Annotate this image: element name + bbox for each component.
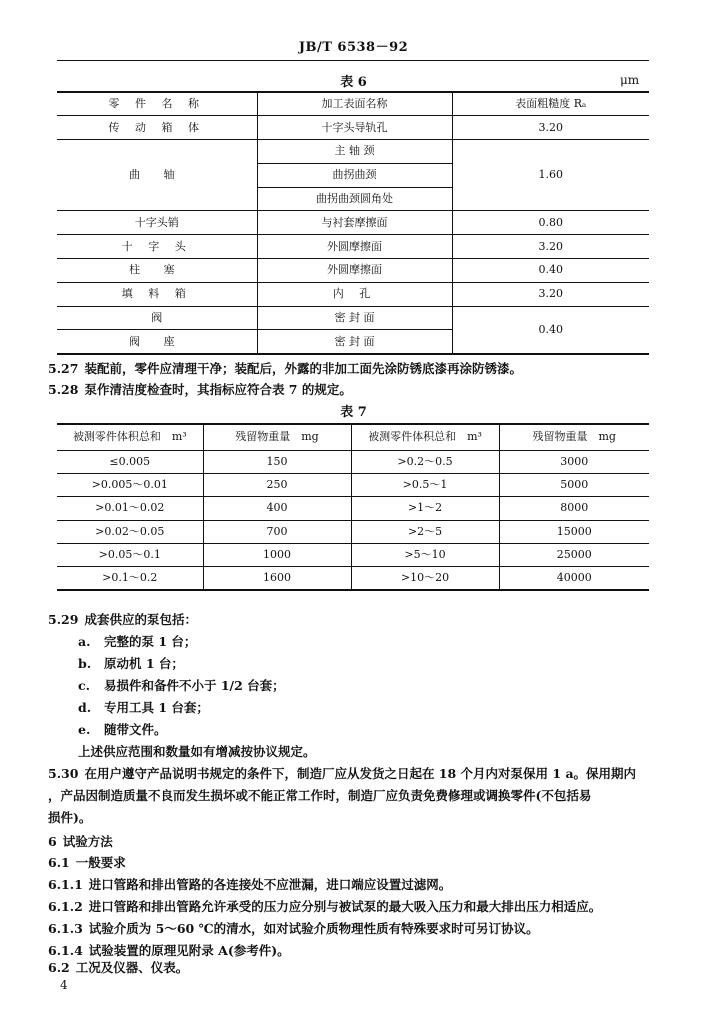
- table7-header-row: [57, 424, 649, 450]
- table6-part: 阀: [57, 306, 257, 330]
- clause-note: 上述供应范围和数量如有增减按协议规定。: [78, 744, 316, 759]
- table7-cell: >0.1～0.2: [57, 567, 203, 590]
- table6-ra: 0.40: [452, 306, 649, 354]
- clause-6-1-3: [48, 917, 652, 941]
- table7-cell: >1～2: [351, 497, 499, 520]
- list-letter: e.: [78, 722, 91, 737]
- table6-ra: 3.20: [452, 235, 649, 259]
- table7-cell: 8000: [499, 497, 649, 520]
- list-text: 易损件和备件不小于 1/2 台套；: [104, 678, 285, 693]
- clause-text: 进口管路和排出管路的各连接处不应泄漏，进口端应设置过滤网。: [88, 877, 452, 892]
- clause-number: 5.30: [48, 766, 79, 781]
- table6-surface: 主 轴 颈: [257, 140, 452, 164]
- table-row: [57, 282, 649, 306]
- section-number: 6: [48, 834, 57, 849]
- table-row: [57, 567, 649, 590]
- table-row: [57, 140, 649, 164]
- table7-cell: 150: [203, 450, 351, 473]
- clause-5-29: [48, 608, 652, 632]
- table6-col-ra: 表面粗糙度 Rₐ: [452, 92, 649, 116]
- list-item: [78, 630, 196, 654]
- clause-number: 6.1.2: [48, 899, 83, 914]
- clause-text: 工况及仪器、仪表。: [75, 960, 189, 975]
- table7-col-volume: 被测零件体积总和 m³: [57, 424, 203, 450]
- clause-6-2: [48, 956, 652, 980]
- table6-col-part: 零 件 名 称: [57, 92, 257, 116]
- list-item: [78, 696, 209, 720]
- table6-part: 传 动 箱 体: [57, 116, 257, 140]
- table6-ra: 1.60: [452, 140, 649, 211]
- list-text: 原动机 1 台；: [104, 656, 184, 671]
- list-text: 专用工具 1 台套；: [104, 700, 209, 715]
- table6-caption: 表 6: [340, 75, 367, 90]
- table-row: [57, 306, 649, 330]
- table6-unit: μm: [620, 73, 640, 87]
- clause-number: 6.1.3: [48, 921, 83, 936]
- table7-cell: 15000: [499, 520, 649, 543]
- table6-ra: 0.80: [452, 211, 649, 235]
- table7-cell: 250: [203, 473, 351, 496]
- table7-cell: ≤0.005: [57, 450, 203, 473]
- table-row: [57, 211, 649, 235]
- table6-surface: 外圆摩擦面: [257, 259, 452, 283]
- table-row: [57, 450, 649, 473]
- table-row: [57, 544, 649, 567]
- header-rule: [57, 60, 649, 61]
- table7-cell: 1600: [203, 567, 351, 590]
- clause-number: 5.29: [48, 612, 79, 627]
- document-header: JB/T 6538－92: [298, 40, 409, 55]
- table6-surface: 与衬套摩擦面: [257, 211, 452, 235]
- clause-text: 进口管路和排出管路允许承受的压力应分别与被试泵的最大吸入压力和最大排出压力相适应。: [88, 899, 602, 914]
- list-item: [78, 652, 184, 676]
- list-letter: a.: [78, 634, 91, 649]
- clause-text: 装配前，零件应清理干净；装配后，外露的非加工面先涂防锈底漆再涂防锈漆。: [84, 361, 522, 376]
- table6-ra: 0.40: [452, 259, 649, 283]
- table-row: [57, 235, 649, 259]
- table7-cell: >2～5: [351, 520, 499, 543]
- table7-cell: >0.005～0.01: [57, 473, 203, 496]
- list-item: [78, 718, 167, 742]
- clause-number: 6.1: [48, 855, 70, 870]
- list-letter: b.: [78, 656, 92, 671]
- clause-5-30-end: 损件)。: [48, 810, 92, 825]
- table6-ra: 3.20: [452, 116, 649, 140]
- clause-text: 成套供应的泵包括：: [84, 612, 197, 627]
- table6-part: 十字头销: [57, 211, 257, 235]
- table7-cell: >5～10: [351, 544, 499, 567]
- table7-cell: 25000: [499, 544, 649, 567]
- table6-part: 曲 轴: [57, 140, 257, 211]
- table6-surface: 内 孔: [257, 282, 452, 306]
- table7-cell: >0.5～1: [351, 473, 499, 496]
- table7-cell: 700: [203, 520, 351, 543]
- clause-5-28: [48, 378, 652, 402]
- table7-cell: >0.2～0.5: [351, 450, 499, 473]
- table-row: [57, 473, 649, 496]
- table6-surface: 曲拐曲颈圆角处: [257, 187, 452, 211]
- table-row: [57, 116, 649, 140]
- table7-caption: 表 7: [340, 405, 367, 420]
- list-item: [78, 674, 285, 698]
- table6-surface: 曲拐曲颈: [257, 163, 452, 187]
- list-text: 完整的泵 1 台；: [104, 634, 197, 649]
- table-6: [57, 91, 649, 355]
- table-7: [57, 423, 649, 591]
- clause-number: 5.28: [48, 382, 79, 397]
- section-title: 试验方法: [62, 834, 113, 849]
- table6-ra: 3.20: [452, 282, 649, 306]
- table-row: [57, 497, 649, 520]
- table7-col-residue: 残留物重量 mg: [499, 424, 649, 450]
- table6-surface: 密 封 面: [257, 306, 452, 330]
- clause-text: 试验装置的原理见附录 A(参考件)。: [88, 943, 290, 958]
- list-letter: c.: [78, 678, 90, 693]
- table7-cell: 400: [203, 497, 351, 520]
- table6-surface: 密 封 面: [257, 330, 452, 354]
- table6-part: 十 字 头: [57, 235, 257, 259]
- table-row: [57, 259, 649, 283]
- table-row: [57, 520, 649, 543]
- table6-surface: 十字头导轨孔: [257, 116, 452, 140]
- table7-cell: 1000: [203, 544, 351, 567]
- table7-cell: >10～20: [351, 567, 499, 590]
- clause-number: 6.1.1: [48, 877, 83, 892]
- table6-col-surface: 加工表面名称: [257, 92, 452, 116]
- clause-text-line1: 在用户遵守产品说明书规定的条件下，制造厂应从发货之日起在 18 个月内对泵保用 1 a。保用期内: [84, 766, 637, 781]
- clause-5-30: [48, 762, 652, 786]
- table7-cell: >0.02～0.05: [57, 520, 203, 543]
- list-letter: d.: [78, 700, 92, 715]
- table7-cell: 5000: [499, 473, 649, 496]
- clause-number: 6.2: [48, 960, 70, 975]
- table6-part: 阀 座: [57, 330, 257, 354]
- list-text: 随带文件。: [104, 722, 167, 737]
- clause-text: 一般要求: [75, 855, 126, 870]
- clause-6-1-1: [48, 873, 652, 897]
- clause-text: 试验介质为 5～60 ℃的清水，如对试验介质物理性质有特殊要求时可另订协议。: [88, 921, 539, 936]
- table7-cell: >0.05～0.1: [57, 544, 203, 567]
- table7-cell: 40000: [499, 567, 649, 590]
- clause-text: 泵作清洁度检查时，其指标应符合表 7 的规定。: [84, 382, 352, 397]
- table7-cell: >0.01～0.02: [57, 497, 203, 520]
- table6-header-row: [57, 92, 649, 116]
- table7-cell: 3000: [499, 450, 649, 473]
- clause-6-1: [48, 851, 652, 875]
- table7-col-residue: 残留物重量 mg: [203, 424, 351, 450]
- clause-5-30-cont: ，产品因制造质量不良而发生损坏或不能正常工作时，制造厂应负责免费修理或调换零件(不包括易: [48, 788, 592, 803]
- table6-part: 柱 塞: [57, 259, 257, 283]
- clause-number: 6.1.4: [48, 943, 83, 958]
- clause-6-1-2: [48, 895, 652, 919]
- table7-col-volume: 被测零件体积总和 m³: [351, 424, 499, 450]
- clause-number: 5.27: [48, 361, 79, 376]
- table6-surface: 外圆摩擦面: [257, 235, 452, 259]
- page-number: 4: [60, 978, 68, 992]
- table6-part: 填 料 箱: [57, 282, 257, 306]
